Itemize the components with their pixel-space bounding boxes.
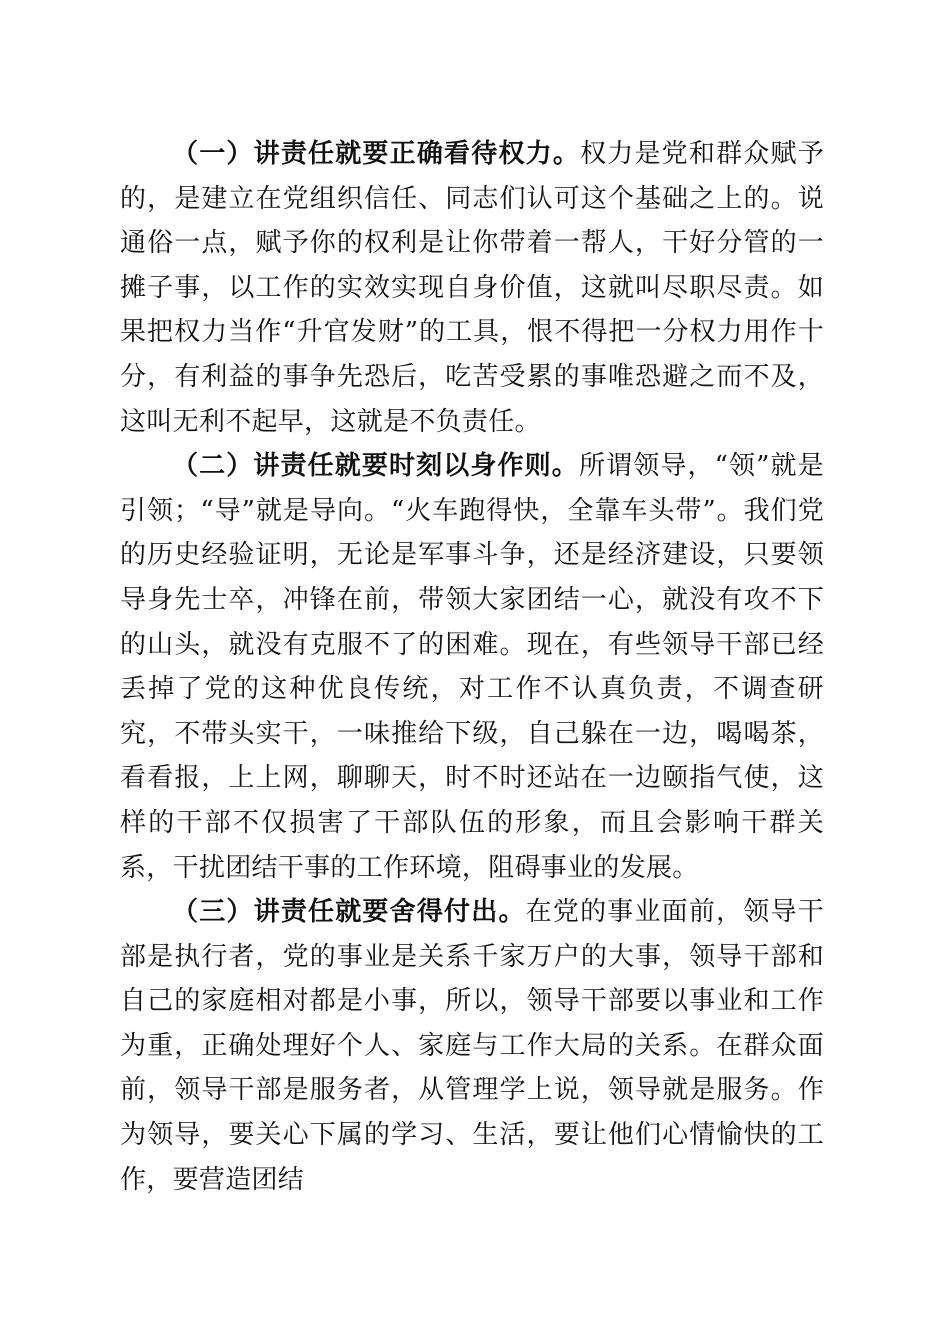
paragraph-2: [120, 444, 824, 890]
paragraph-2-text: 所谓领导，“领”就是引领；“导”就是导向。“火车跑得快，全靠车头带”。我们党的历史经验证明，无论是军事斗争，还是经济建设，只要领导身先士卒，冲锋在前，带领大家团结一心，就没有攻不下的山头，就没有克服不了的困难。现在，有些领导干部已经丢掉了党的这种优良传统，对工作不认真负责，不调查研究，不带头实干，一味推给下级，自己躲在一边，喝喝茶，看看报，上上网，聊聊天，时不时还站在一边颐指气使，这样的干部不仅损害了干部队伍的形象，而且会影响干群关系，干扰团结干事的工作环境，阻碍事业的发展。: [120, 451, 824, 883]
document-body: [120, 132, 824, 1202]
paragraph-3-heading: （三）讲责任就要舍得付出。: [172, 897, 526, 928]
paragraph-2-heading: （二）讲责任就要时刻以身作则。: [172, 451, 579, 482]
paragraph-3-text: 在党的事业面前，领导干部是执行者，党的事业是关系千家万户的大事，领导干部和自己的家庭相对都是小事，所以，领导干部要以事业和工作为重，正确处理好个人、家庭与工作大局的关系。在群众面前，领导干部是服务者，从管理学上说，领导就是服务。作为领导，要关心下属的学习、生活，要让他们心情愉快的工作，要营造团结: [120, 897, 824, 1195]
paragraph-1-heading: （一）讲责任就要正确看待权力。: [172, 139, 581, 169]
paragraph-1-text: 权力是党和群众赋予的，是建立在党组织信任、同志们认可这个基础之上的。说通俗一点，赋予你的权利是让你带着一帮人，干好分管的一摊子事，以工作的实效实现自身价值，这就叫尽职尽责。如果把权力当作“升官发财”的工具，恨不得把一分权力用作十分，有利益的事争先恐后，吃苦受累的事唯恐避之而不及，这叫无利不起早，这就是不负责任。: [120, 139, 824, 437]
paragraph-1: [120, 132, 824, 444]
paragraph-3: [120, 890, 824, 1202]
